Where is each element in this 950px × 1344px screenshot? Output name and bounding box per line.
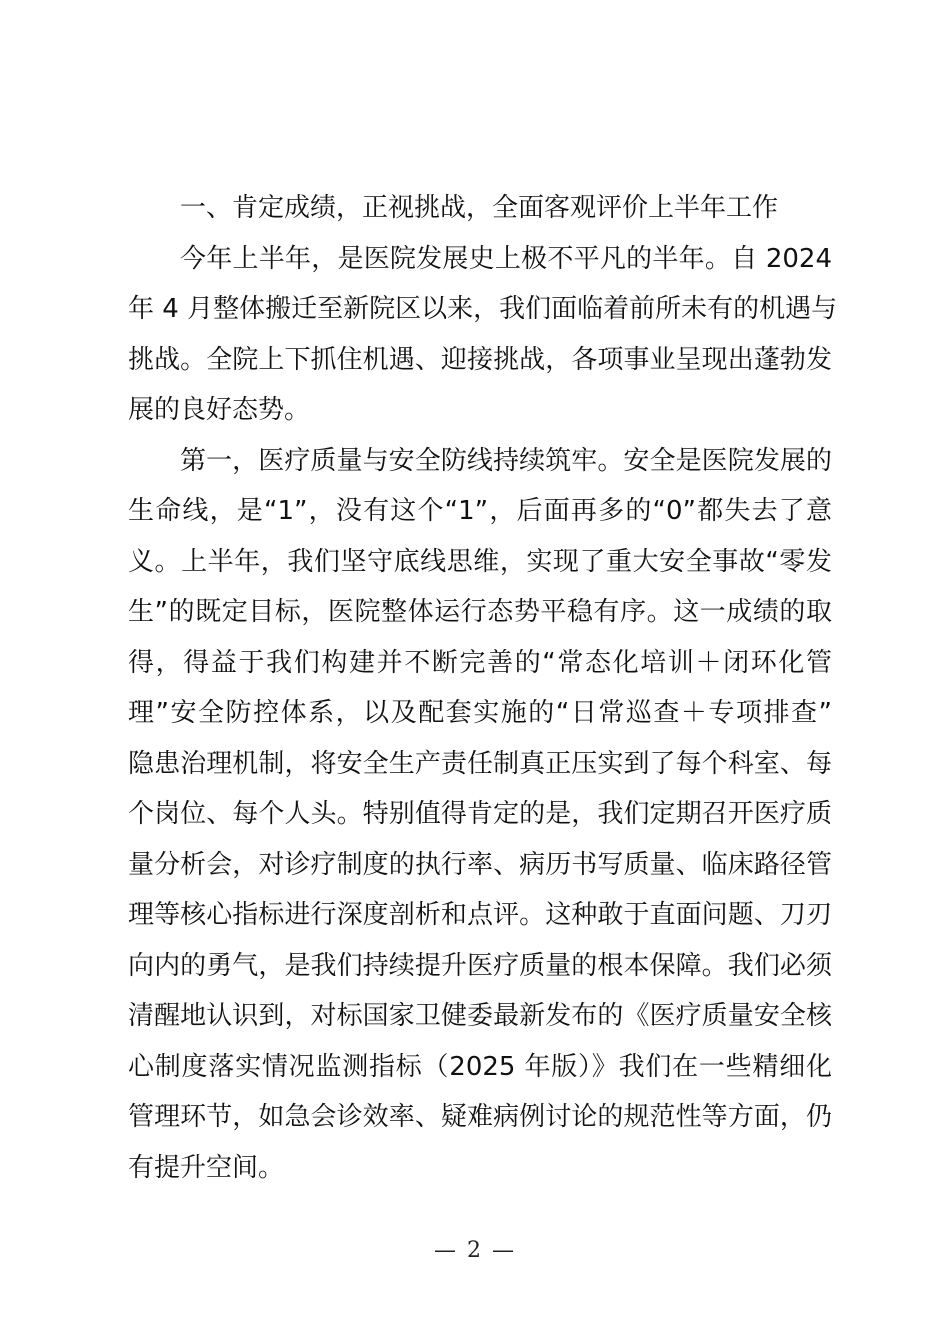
paragraph-line: 有提升空间。 bbox=[128, 1152, 285, 1183]
paragraph-line: 理等核心指标进行深度剖析和点评。这种敢于直面问题、刀刃 bbox=[128, 900, 832, 930]
paragraph-line: 义。上半年，我们坚守底线思维，实现了重大安全事故“零发 bbox=[128, 546, 832, 577]
paragraph-line: 年 4 月整体搬迁至新院区以来，我们面临着前所未有的机遇与 bbox=[128, 294, 838, 324]
paragraph-line: 理”安全防控体系，以及配套实施的“日常巡查＋专项排查” bbox=[128, 698, 832, 728]
paragraph-line: 生”的既定目标，医院整体运行态势平稳有序。这一成绩的取 bbox=[128, 597, 832, 627]
paragraph-line: 得，得益于我们构建并不断完善的“常态化培训＋闭环化管 bbox=[128, 647, 832, 678]
paragraph-line: 隐患治理机制，将安全生产责任制真正压实到了每个科室、每 bbox=[128, 748, 832, 779]
paragraph-line: 展的良好态势。 bbox=[128, 395, 311, 425]
document-body bbox=[128, 183, 838, 1193]
paragraph-line: 管理环节，如急会诊效率、疑难病例讨论的规范性等方面，仍 bbox=[128, 1102, 832, 1132]
paragraph-2 bbox=[128, 436, 832, 1194]
paragraph-line: 向内的勇气，是我们持续提升医疗质量的根本保障。我们必须 bbox=[128, 950, 832, 981]
paragraph-line: 心制度落实情况监测指标（2025 年版）》我们在一些精细化 bbox=[128, 1051, 832, 1082]
paragraph-line: 清醒地认识到，对标国家卫健委最新发布的《医疗质量安全核 bbox=[128, 1001, 832, 1031]
paragraph-line: 量分析会，对诊疗制度的执行率、病历书写质量、临床路径管 bbox=[128, 849, 832, 880]
paragraph-line: 个岗位、每个人头。特别值得肯定的是，我们定期召开医疗质 bbox=[128, 799, 832, 829]
paragraph-line: 今年上半年，是医院发展史上极不平凡的半年。自 2024 bbox=[180, 243, 832, 274]
paragraph-1 bbox=[128, 234, 838, 436]
paragraph-line: 第一，医疗质量与安全防线持续筑牢。安全是医院发展的 bbox=[180, 445, 832, 476]
page-number: — 2 — bbox=[434, 1238, 516, 1263]
paragraph-line: 生命线，是“1”，没有这个“1”，后面再多的“0”都失去了意 bbox=[128, 496, 832, 526]
section-heading: 一、肯定成绩，正视挑战，全面客观评价上半年工作 bbox=[180, 193, 779, 223]
paragraph-line: 挑战。全院上下抓住机遇、迎接挑战，各项事业呈现出蓬勃发 bbox=[128, 344, 832, 375]
